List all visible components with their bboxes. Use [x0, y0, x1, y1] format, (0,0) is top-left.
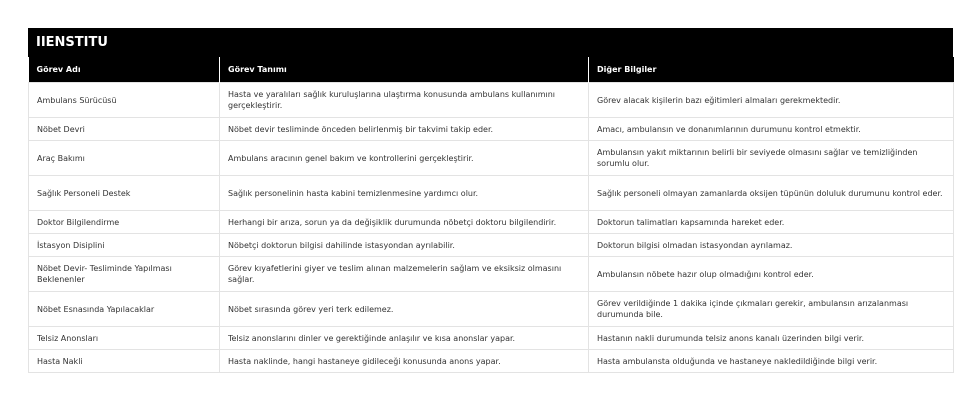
task-description-cell: Herhangi bir arıza, sorun ya da değişiklik durumunda nöbetçi doktoru bilgilendirir.: [220, 211, 589, 234]
task-description-cell: Nöbetçi doktorun bilgisi dahilinde istasyondan ayrılabilir.: [220, 234, 589, 257]
task-name-cell: Ambulans Sürücüsü: [29, 83, 220, 118]
task-description-cell: Nöbet devir tesliminde önceden belirlenmiş bir takvimi takip eder.: [220, 118, 589, 141]
task-description-cell: Telsiz anonslarını dinler ve gerektiğinde anlaşılır ve kısa anonslar yapar.: [220, 327, 589, 350]
task-description-cell: Görev kıyafetlerini giyer ve teslim alınan malzemelerin sağlam ve eksiksiz olmasını sağlar.: [220, 257, 589, 292]
header-task-description: Görev Tanımı: [220, 57, 589, 83]
table-row: [29, 257, 954, 292]
table-row: [29, 211, 954, 234]
task-description-cell: Sağlık personelinin hasta kabini temizlenmesine yardımcı olur.: [220, 176, 589, 211]
task-name-cell: Doktor Bilgilendirme: [29, 211, 220, 234]
task-description-cell: Ambulans aracının genel bakım ve kontrollerini gerçekleştirir.: [220, 141, 589, 176]
table-row: [29, 327, 954, 350]
table-title: IIENSTITU: [28, 28, 953, 57]
table-row: [29, 350, 954, 373]
other-info-cell: Görev verildiğinde 1 dakika içinde çıkmaları gerekir, ambulansın arızalanması durumunda bile.: [589, 292, 954, 327]
header-other-info: Diğer Bilgiler: [589, 57, 954, 83]
header-task-name: Görev Adı: [29, 57, 220, 83]
other-info-cell: Amacı, ambulansın ve donanımlarının durumunu kontrol etmektir.: [589, 118, 954, 141]
other-info-cell: Doktorun talimatları kapsamında hareket eder.: [589, 211, 954, 234]
other-info-cell: Ambulansın nöbete hazır olup olmadığını kontrol eder.: [589, 257, 954, 292]
task-name-cell: İstasyon Disiplini: [29, 234, 220, 257]
task-description-cell: Nöbet sırasında görev yeri terk edilemez.: [220, 292, 589, 327]
other-info-cell: Görev alacak kişilerin bazı eğitimleri almaları gerekmektedir.: [589, 83, 954, 118]
table-row: [29, 83, 954, 118]
duties-table: [28, 57, 954, 373]
table-row: [29, 176, 954, 211]
other-info-cell: Ambulansın yakıt miktarının belirli bir seviyede olmasını sağlar ve temizliğinden sorumlu olur.: [589, 141, 954, 176]
other-info-cell: Hastanın nakli durumunda telsiz anons kanalı üzerinden bilgi verir.: [589, 327, 954, 350]
other-info-cell: Hasta ambulansta olduğunda ve hastaneye nakledildiğinde bilgi verir.: [589, 350, 954, 373]
table-row: [29, 234, 954, 257]
task-name-cell: Sağlık Personeli Destek: [29, 176, 220, 211]
table-row: [29, 292, 954, 327]
task-name-cell: Nöbet Esnasında Yapılacaklar: [29, 292, 220, 327]
task-name-cell: Hasta Nakli: [29, 350, 220, 373]
task-description-cell: Hasta ve yaralıları sağlık kuruluşlarına ulaştırma konusunda ambulans kullanımını gerçekleştirir.: [220, 83, 589, 118]
header-row: [29, 57, 954, 83]
task-name-cell: Nöbet Devir- Tesliminde Yapılması Beklenenler: [29, 257, 220, 292]
task-name-cell: Telsiz Anonsları: [29, 327, 220, 350]
other-info-cell: Sağlık personeli olmayan zamanlarda oksijen tüpünün doluluk durumunu kontrol eder.: [589, 176, 954, 211]
task-description-cell: Hasta naklinde, hangi hastaneye gidileceği konusunda anons yapar.: [220, 350, 589, 373]
other-info-cell: Doktorun bilgisi olmadan istasyondan ayrılamaz.: [589, 234, 954, 257]
table-card: [28, 28, 953, 373]
table-row: [29, 141, 954, 176]
task-name-cell: Araç Bakımı: [29, 141, 220, 176]
table-row: [29, 118, 954, 141]
task-name-cell: Nöbet Devri: [29, 118, 220, 141]
